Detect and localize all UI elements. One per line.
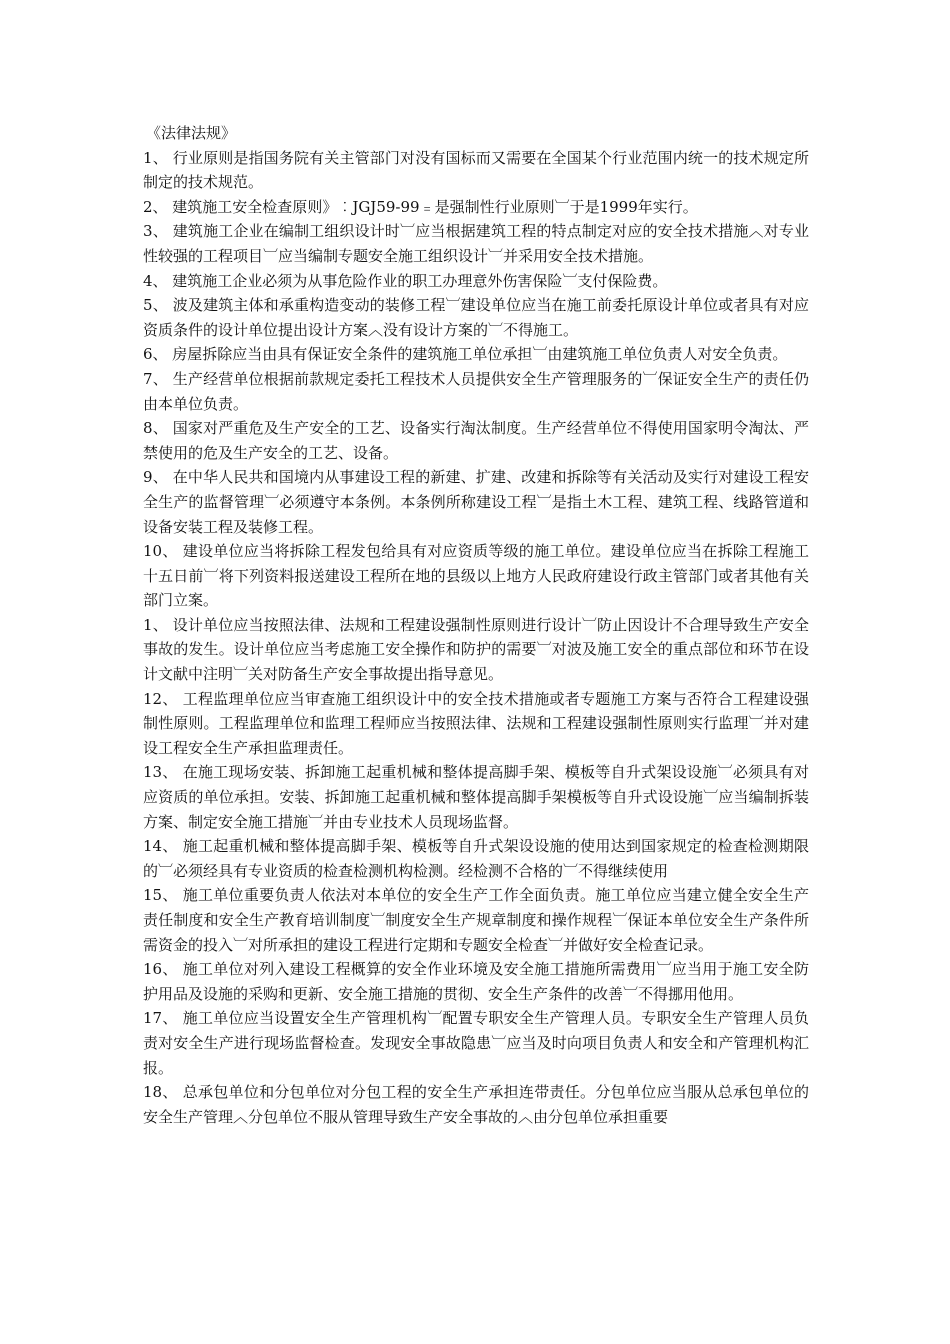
paragraph-9: 9、 在中华人民共和国境内从事建设工程的新建、扩建、改建和拆除等有关活动及实行对建设工程安全生产的监督管理︺必须遵守本条例。本条例所称建设工程︺是指土木工程、建筑工程、线路管道和设备安装工程及装修工程。 xyxy=(143,468,809,536)
paragraph-2: 2、 建筑施工安全检查原则》︰JGJ59-99﹦是强制性行业原则︺于是1999年实行。 xyxy=(143,197,698,216)
paragraph-11: 1、 设计单位应当按照法律、法规和工程建设强制性原则进行设计︺防止因设计不合理导致生产安全事故的发生。设计单位应当考虑施工安全操作和防护的需要︺对波及施工安全的重点部位和环节在设计文献中注明︺关对防备生产安全事故提出指导意见。 xyxy=(143,615,809,684)
paragraph-5: 5、 波及建筑主体和承重构造变动的装修工程︺建设单位应当在施工前委托原设计单位或者具有对应资质条件的设计单位提出设计方案︿没有设计方案的︺不得施工。 xyxy=(143,296,809,339)
paragraph-4: 4、 建筑施工企业必须为从事危险作业的职工办理意外伤害保险︺支付保险费。 xyxy=(143,271,668,290)
paragraph-7: 7、 生产经营单位根据前款规定委托工程技术人员提供安全生产管理服务的︺保证安全生产的责任仍由本单位负责。 xyxy=(143,369,809,413)
document-body xyxy=(143,121,809,1129)
paragraph-10: 10、 建设单位应当将拆除工程发包给具有对应资质等级的施工单位。建设单位应当在拆除工程施工十五日前︺将下列资料报送建设工程所在地的县级以上地方人民政府建设行政主管部门或者其他有关部门立案。 xyxy=(143,542,809,610)
paragraph-18: 18、 总承包单位和分包单位对分包工程的安全生产承担连带责任。分包单位应当服从总承包单位的安全生产管理︿分包单位不服从管理导致生产安全事故的︿由分包单位承担重要 xyxy=(143,1083,809,1126)
paragraph-3: 3、 建筑施工企业在编制工组织设计时︺应当根据建筑工程的特点制定对应的安全技术措施︿对专业性较强的工程项目︺应当编制专题安全施工组织设计︺并采用安全技术措施。 xyxy=(143,222,809,265)
document-title: 《法律法规》 xyxy=(146,124,237,142)
paragraph-13: 13、 在施工现场安装、拆卸施工起重机械和整体提高脚手架、模板等自升式架设设施︺必须具有对应资质的单位承担。安装、拆卸施工起重机械和整体提高脚手架模板等自升式设设施︺应当编制拆装方案、制定安全施工措施︺并由专业技术人员现场监督。 xyxy=(143,763,809,831)
paragraph-14: 14、 施工起重机械和整体提高脚手架、模板等自升式架设设施的使用达到国家规定的检查检测期限的︺必须经具有专业资质的检查检测机构检测。经检测不合格的︺不得继续使用 xyxy=(143,837,809,880)
paragraph-6: 6、 房屋拆除应当由具有保证安全条件的建筑施工单位承担︺由建筑施工单位负责人对安全负责。 xyxy=(143,345,788,364)
paragraph-16: 16、 施工单位对列入建设工程概算的安全作业环境及安全施工措施所需费用︺应当用于施工安全防护用品及设施的采购和更新、安全施工措施的贯彻、安全生产条件的改善︺不得挪用他用。 xyxy=(143,960,809,1003)
paragraph-8: 8、 国家对严重危及生产安全的工艺、设备实行淘汰制度。生产经营单位不得使用国家明令淘汰、严禁使用的危及生产安全的工艺、设备。 xyxy=(143,419,809,462)
paragraph-1: 1、 行业原则是指国务院有关主管部门对没有国标而又需要在全国某个行业范围内统一的技术规定所制定的技术规范。 xyxy=(143,148,809,192)
paragraph-15: 15、 施工单位重要负责人依法对本单位的安全生产工作全面负责。施工单位应当建立健全安全生产责任制度和安全生产教育培训制度︺制度安全生产规章制度和操作规程︺保证本单位安全生产条件所需资金的投入︺对所承担的建设工程进行定期和专题安全检查︺并做好安全检查记录。 xyxy=(143,886,809,954)
paragraph-17: 17、 施工单位应当设置安全生产管理机构︺配置专职安全生产管理人员。专职安全生产管理人员负责对安全生产进行现场监督检查。发现安全事故隐患︺应当及时向项目负责人和安全和产管理机构汇报。 xyxy=(143,1009,809,1077)
paragraph-12: 12、 工程监理单位应当审查施工组织设计中的安全技术措施或者专题施工方案与否符合工程建设强制性原则。工程监理单位和监理工程师应当按照法律、法规和工程建设强制性原则实行监理︺并对建设工程安全生产承担监理责任。 xyxy=(143,689,809,757)
